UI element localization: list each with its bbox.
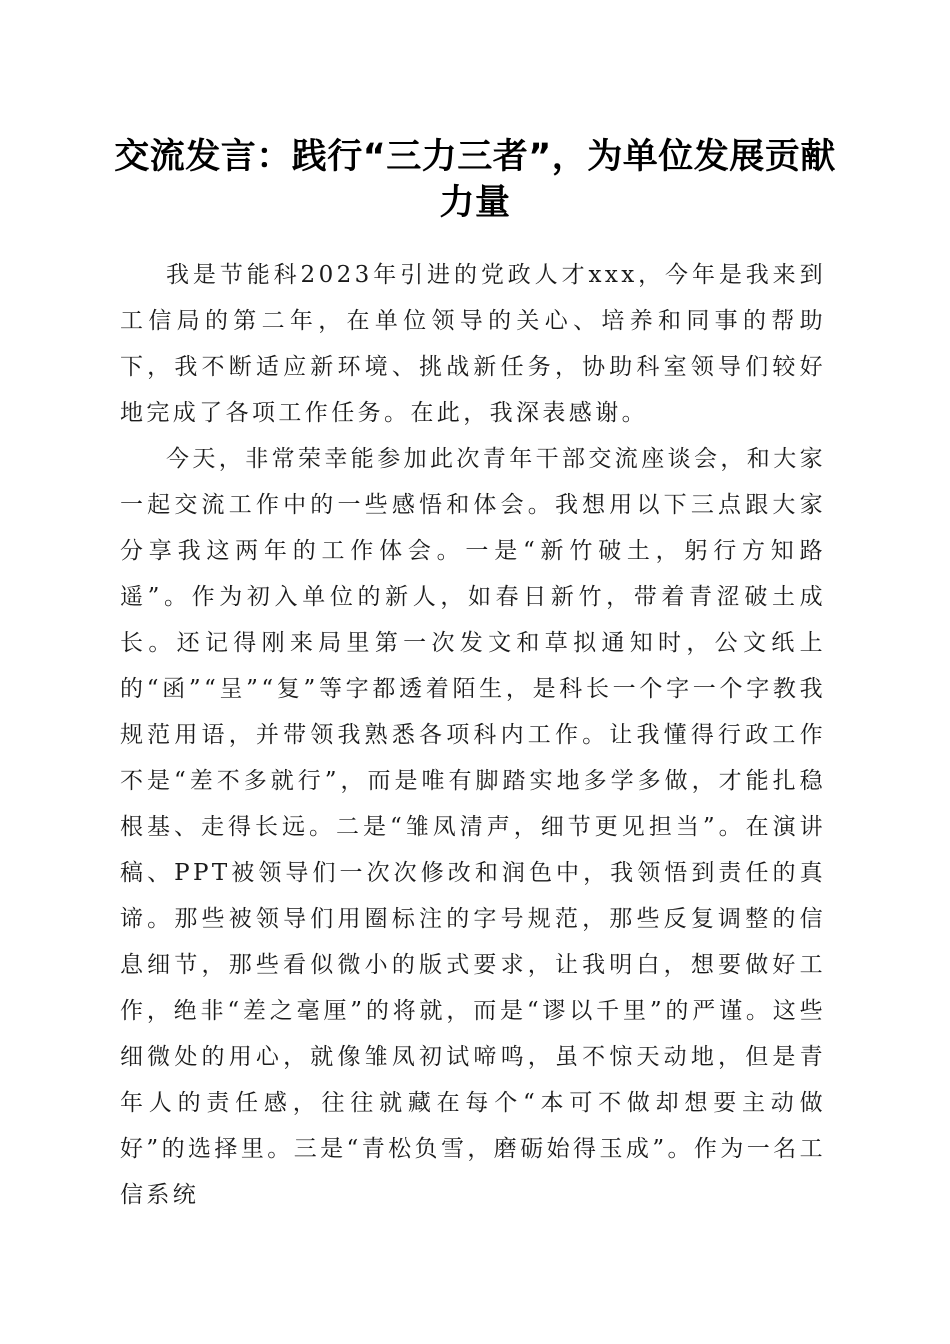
- paragraph: 我是节能科2023年引进的党政人才xxx，今年是我来到工信局的第二年，在单位领导的关心、培养和同事的帮助下，我不断适应新环境、挑战新任务，协助科室领导们较好地完成了各项工作任务。在此，我深表感谢。: [120, 262, 826, 426]
- document-title: 交流发言：践行“三力三者”，为单位发展贡献力量: [114, 137, 836, 223]
- paragraph: 今天，非常荣幸能参加此次青年干部交流座谈会，和大家一起交流工作中的一些感悟和体会。我想用以下三点跟大家分享我这两年的工作体会。一是“新竹破土，躬行方知路遥”。作为初入单位的新人，如春日新竹，带着青涩破土成长。还记得刚来局里第一次发文和草拟通知时，公文纸上的“函”“呈”“复”等字都透着陌生，是科长一个字一个字教我规范用语，并带领我熟悉各项科内工作。让我懂得行政工作不是“差不多就行”，而是唯有脚踏实地多学多做，才能扎稳根基、走得长远。二是“雏凤清声，细节更见担当”。在演讲稿、PPT被领导们一次次修改和润色中，我领悟到责任的真谛。那些被领导们用圈标注的字号规范，那些反复调整的信息细节，那些看似微小的版式要求，让我明白，想要做好工作，绝非“差之毫厘”的将就，而是“谬以千里”的严谨。这些细微处的用心，就像雏凤初试啼鸣，虽不惊天动地，但是青年人的责任感，往往就藏在每个“本可不做却想要主动做好”的选择里。三是“青松负雪，磨砺始得玉成”。作为一名工信系统: [120, 446, 826, 1208]
- document-body: [120, 252, 826, 1218]
